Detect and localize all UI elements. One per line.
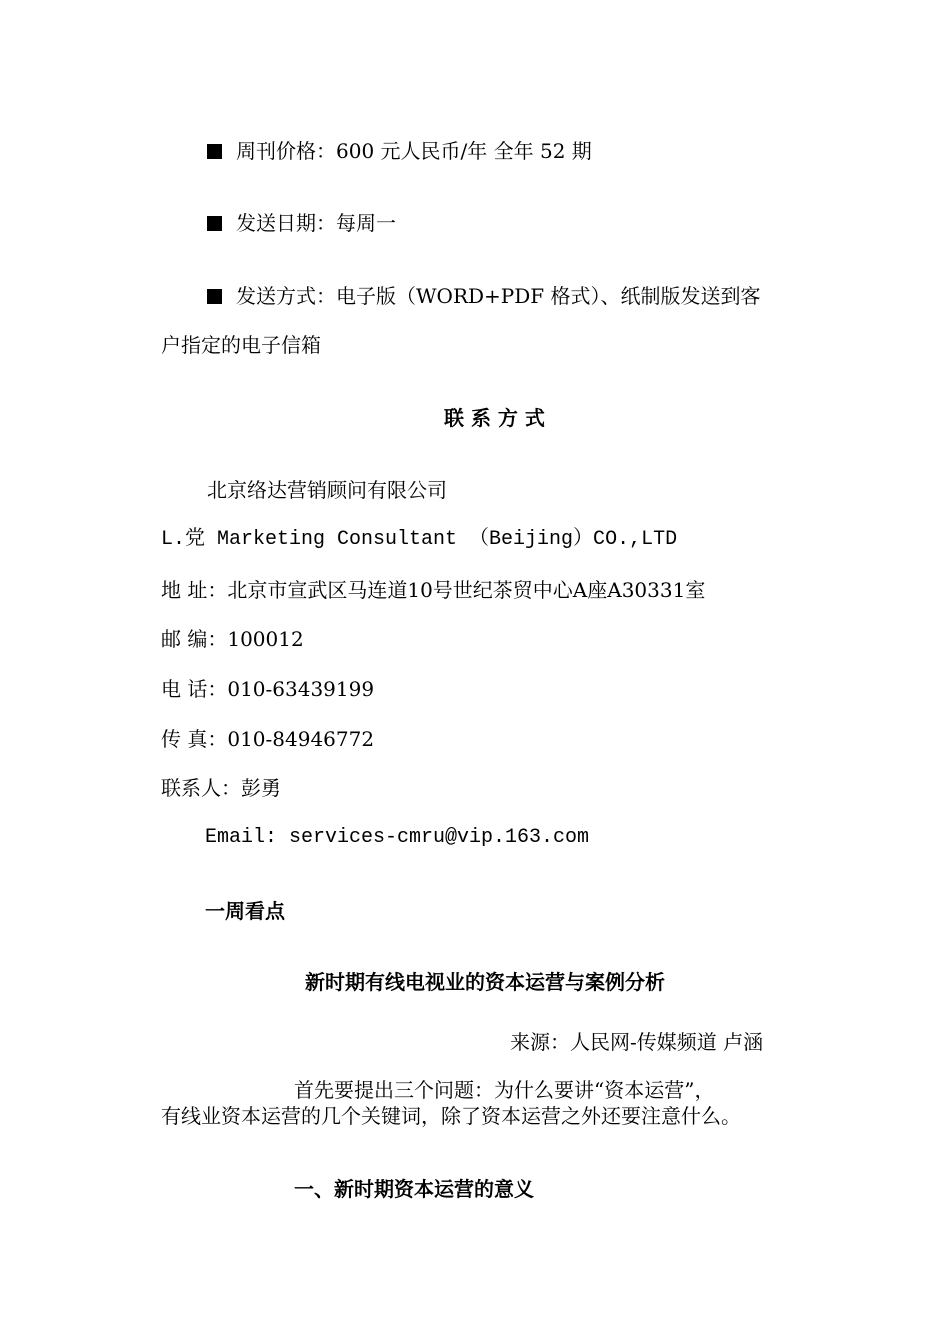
square-bullet-icon <box>207 289 222 304</box>
send-date-item <box>207 209 396 237</box>
postcode: 邮 编：100012 <box>161 627 304 651</box>
fax: 传 真：010-84946772 <box>161 727 375 751</box>
phone: 电 话：010-63439199 <box>161 677 375 701</box>
article-source: 来源：人民网-传媒频道 卢涵 <box>510 1030 764 1054</box>
square-bullet-icon <box>207 144 222 159</box>
intro-line-1: 首先要提出三个问题：为什么要讲“资本运营”， <box>294 1078 715 1102</box>
address: 地 址：北京市宣武区马连道10号世纪茶贸中心A座A30331室 <box>161 578 706 602</box>
price-text: 周刊价格：600 元人民币/年 全年 52 期 <box>236 139 592 163</box>
send-method-continuation: 户指定的电子信箱 <box>161 333 321 357</box>
section-1-heading: 一、新时期资本运营的意义 <box>294 1177 534 1201</box>
section-label: 一周看点 <box>205 899 285 923</box>
contact-person: 联系人：彭勇 <box>161 776 281 800</box>
square-bullet-icon <box>207 216 222 231</box>
company-name-en: L.党 Marketing Consultant （Beijing）CO.,LTD <box>161 528 678 551</box>
intro-line-2: 有线业资本运营的几个关键词，除了资本运营之外还要注意什么。 <box>161 1104 741 1128</box>
price-item <box>207 137 592 165</box>
send-date-text: 发送日期：每周一 <box>236 211 396 235</box>
company-name-cn: 北京络达营销顾问有限公司 <box>207 478 447 502</box>
contact-heading: 联 系 方 式 <box>444 406 545 430</box>
article-title: 新时期有线电视业的资本运营与案例分析 <box>305 970 665 994</box>
send-method-item <box>207 282 761 310</box>
email: Email: services-cmru@vip.163.com <box>205 826 590 849</box>
send-method-text: 发送方式：电子版（WORD+PDF 格式）、纸制版发送到客 <box>236 284 761 308</box>
